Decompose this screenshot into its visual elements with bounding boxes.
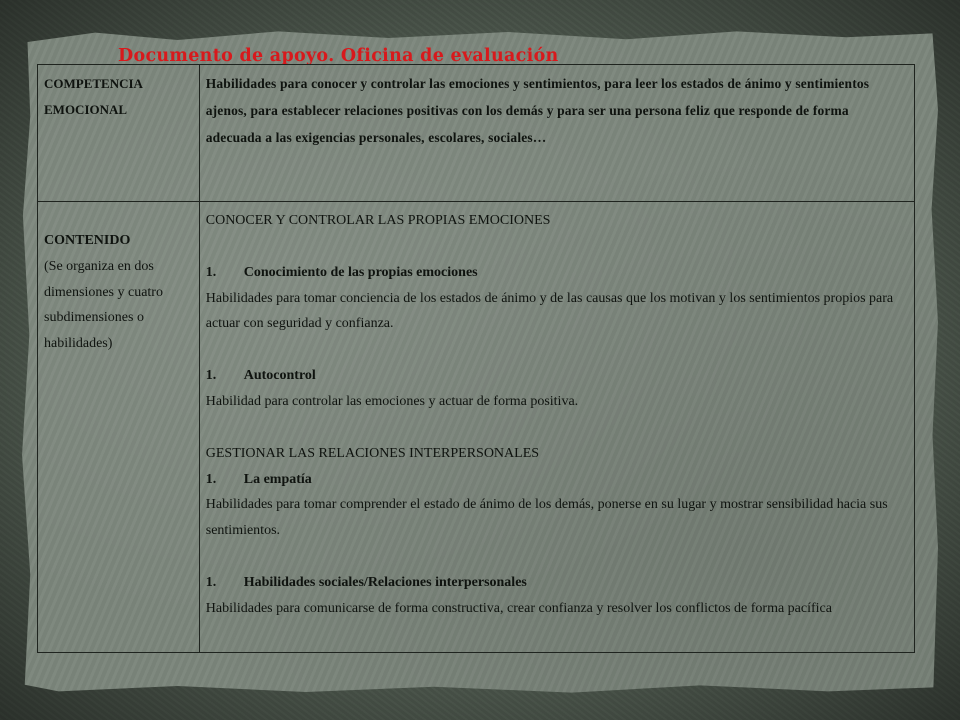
competency-label-cell: [38, 65, 200, 202]
spacer: [206, 337, 908, 363]
subdimension-title: [206, 467, 908, 493]
table-row: [38, 65, 915, 202]
item-number: 1.: [205, 574, 217, 590]
competency-description: Habilidades para conocer y controlar las emociones y sentimientos, para leer los estados de ánimo y sentimientos ajenos, para establecer relaciones positivas con los demás y para ser una persona feliz que responde de forma adecuada a las exigencias personales, escolares, sociales…: [205, 76, 870, 145]
competency-description-cell: [199, 65, 914, 202]
competency-table: [37, 64, 915, 653]
dimension-heading-1: [206, 208, 908, 234]
competency-label-line2: EMOCIONAL: [44, 101, 128, 117]
subdimension-text: Habilidades para comunicarse de forma constructiva, crear confianza y resolver los conflictos de forma pacífica: [205, 600, 832, 616]
content-label-title: CONTENIDO: [44, 233, 131, 248]
subdimension-text: Habilidad para controlar las emociones y actuar de forma positiva.: [205, 393, 579, 409]
subdimension-title: [206, 260, 908, 286]
content-detail-cell: [199, 202, 914, 653]
competency-label-line1: COMPETENCIA: [44, 76, 143, 91]
item-title: Autocontrol: [243, 368, 316, 384]
table-row: [38, 202, 915, 653]
spacer: [206, 415, 908, 441]
spacer: [206, 234, 908, 260]
subdimension-text: Habilidades para tomar comprender el estado de ánimo de los demás, ponerse en su lugar y mostrar sensibilidad hacia sus sentimientos.: [205, 497, 888, 539]
spacer: [206, 544, 908, 570]
item-title: La empatía: [243, 471, 312, 487]
subdimension-title: [206, 363, 908, 389]
dimension-heading-text: CONOCER Y CONTROLAR LAS PROPIAS EMOCIONES: [205, 213, 551, 228]
item-title: Habilidades sociales/Relaciones interpersonales: [243, 574, 527, 590]
item-number: 1.: [205, 471, 217, 487]
subdimension-text: Habilidades para tomar conciencia de los estados de ánimo y de las causas que los motivan y los sentimientos propios para actuar con seguridad y confianza.: [205, 290, 894, 332]
dimension-heading-text: GESTIONAR LAS RELACIONES INTERPERSONALES: [205, 445, 540, 461]
item-number: 1.: [205, 264, 217, 280]
content-label-description: (Se organiza en dos dimensiones y cuatro subdimensiones o habilidades): [44, 258, 163, 352]
content-label-cell: [38, 202, 200, 653]
item-title: Conocimiento de las propias emociones: [243, 264, 478, 280]
subdimension-title: [206, 570, 908, 596]
item-number: 1.: [205, 368, 217, 384]
document-title: Documento de apoyo. Oficina de evaluación: [118, 46, 559, 66]
dimension-heading-2: [206, 441, 908, 467]
